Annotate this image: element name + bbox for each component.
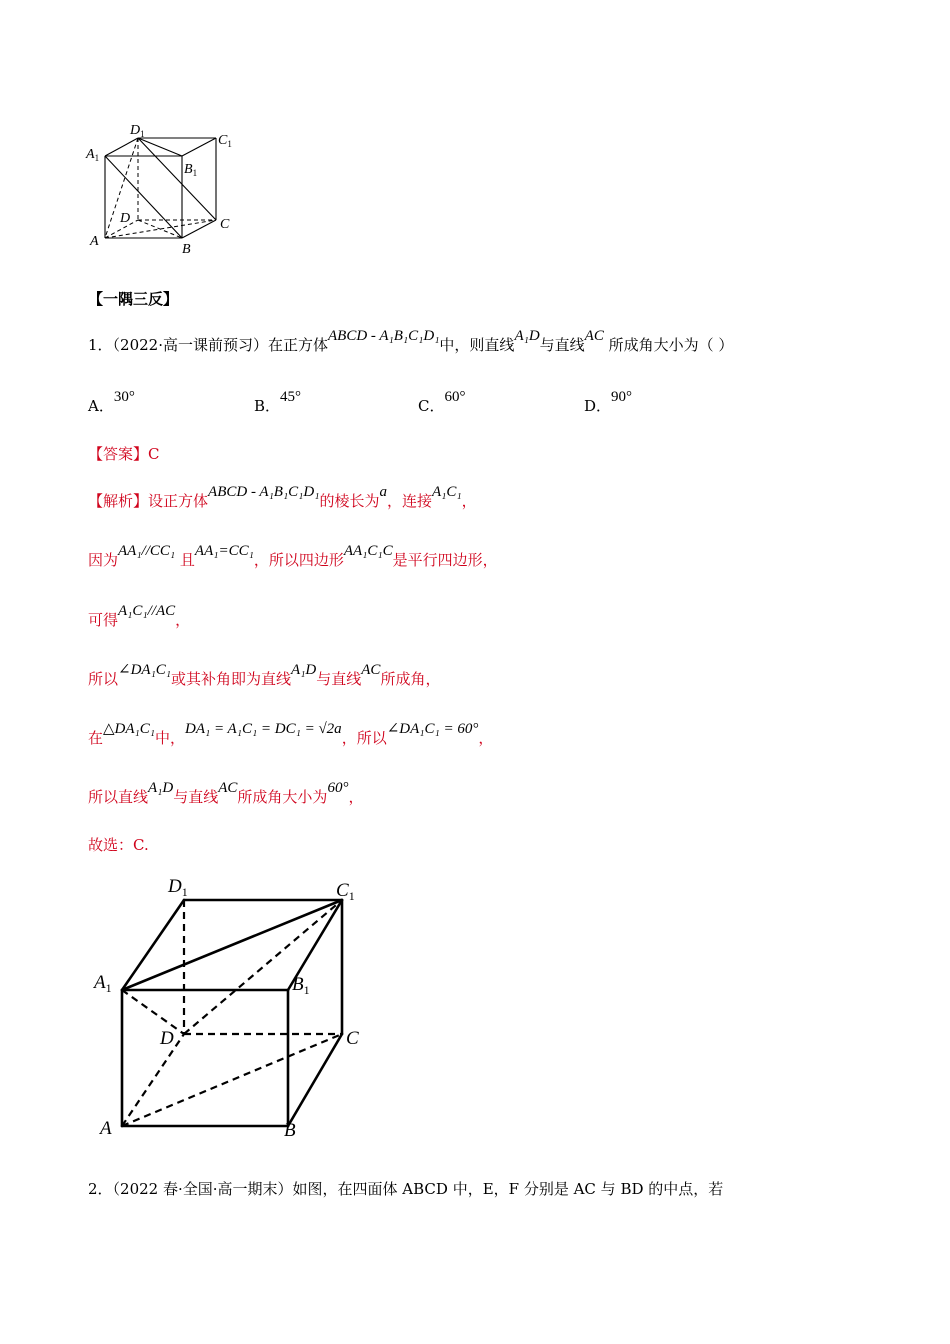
option-a-value: 30°: [113, 389, 135, 405]
q1-source: （2022·高一课前预习）在正方体: [112, 336, 328, 354]
svg-text:B1: $B_1$: [292, 974, 310, 997]
cube-figure-small: [80, 118, 250, 263]
question-2: [88, 1178, 723, 1199]
label-a1: A: [86, 147, 95, 162]
option-a: A．30°: [88, 389, 135, 415]
q1-number: 1．: [88, 336, 113, 354]
answer-label: 【答案】: [88, 445, 149, 463]
analysis-line-2: 因为AA₁//CC₁ 且AA₁=CC₁，所以四边形AA₁C₁C是平行四边形，: [88, 543, 498, 569]
label-a: A: [90, 234, 99, 249]
label-c: C: [220, 217, 230, 232]
option-d-value: 90°: [611, 389, 633, 405]
svg-text:C1: $C_1$: [218, 133, 232, 149]
label-d: D: [120, 211, 131, 226]
label-b-large: B: [284, 1120, 296, 1141]
label-b: B: [182, 242, 191, 257]
label-d1-large: D: [168, 876, 182, 897]
option-b-value: 45°: [280, 389, 302, 405]
question-1: [88, 328, 734, 355]
analysis-line-5: 在△DA₁C₁中，DA₁ = A₁C₁ = DC₁ = √2a，所以∠DA₁C₁ = 60°，: [88, 721, 494, 747]
q1-line2: AC: [584, 328, 604, 344]
svg-text:A1: $A_1$: [94, 972, 112, 995]
q1-solid: ABCD - A₁B₁C₁D₁: [328, 328, 440, 344]
label-c-large: C: [346, 1028, 359, 1049]
option-c-value: 60°: [444, 389, 466, 405]
answer-value: C: [148, 445, 160, 463]
option-b: B．45°: [254, 389, 302, 415]
option-d: D．90°: [584, 389, 633, 415]
label-c1: C: [218, 133, 228, 148]
svg-text:B1: $B_1$: [184, 162, 198, 178]
svg-text:D1: $D_1$: [168, 876, 188, 899]
analysis-line-6: 所以直线A₁D与直线AC所成角大小为60°，: [88, 780, 364, 806]
q1-text4: 所成角大小为（ ）: [608, 336, 734, 354]
analysis-line-7: 故选：C.: [88, 836, 149, 854]
svg-text:D1: $D_1$: [130, 123, 145, 139]
label-d1: D: [130, 123, 141, 138]
label-a1-large: A: [94, 972, 106, 993]
analysis-line-1: 【解析】设正方体ABCD - A₁B₁C₁D₁的棱长为a，连接A₁C₁，: [88, 484, 477, 510]
analysis-line-3: 可得A₁C₁//AC，: [88, 603, 191, 629]
label-b1-large: B: [292, 974, 304, 995]
q1-line1: A₁D: [514, 328, 540, 344]
option-c: C．60°: [418, 389, 466, 415]
analysis-line-4: 所以∠DA₁C₁或其补角即为直线A₁D与直线AC所成角，: [88, 662, 441, 688]
label-b1: B: [184, 162, 193, 177]
q1-text2: 中，则直线: [439, 336, 515, 354]
q2-text: （2022 春·全国·高一期末）如图，在四面体 ABCD 中，E，F 分别是 AC 与 BD 的中点，若: [112, 1180, 724, 1198]
label-c1-large: C: [336, 880, 349, 901]
label-d-large: D: [160, 1028, 174, 1049]
answer-line: [88, 443, 160, 464]
q1-text3: 与直线: [539, 336, 585, 354]
cube-figure-large: [92, 872, 382, 1142]
label-a-large: A: [100, 1118, 112, 1139]
q2-number: 2．: [88, 1180, 113, 1198]
svg-text:C1: $C_1$: [336, 880, 355, 903]
section-title: 【一隅三反】: [88, 290, 179, 308]
svg-text:A1: $A_1$: [86, 147, 100, 163]
